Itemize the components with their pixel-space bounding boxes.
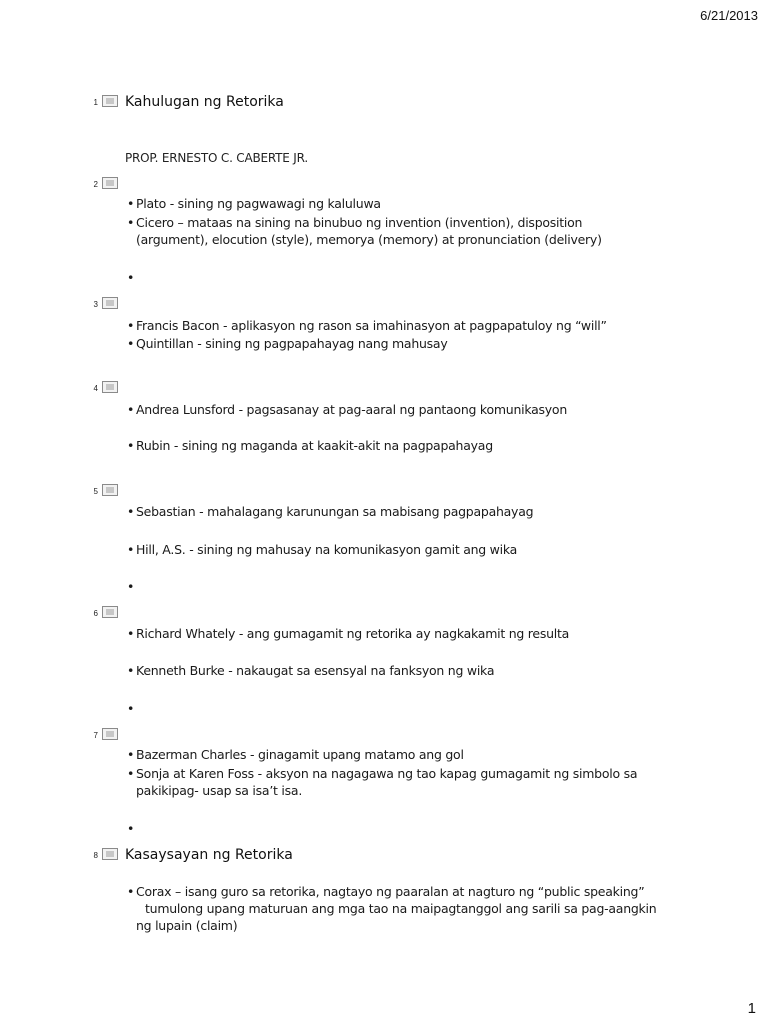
bullet-item: • Plato - sining ng pagwawagi ng kaluluwa bbox=[127, 196, 381, 211]
slide-number: 1 bbox=[93, 98, 98, 107]
slide-number: 6 bbox=[93, 609, 98, 618]
slide-thumbnail-icon bbox=[102, 95, 118, 107]
bullet-item: • Corax – isang guro sa retorika, nagtayo ng paaralan at nagturo ng “public speaking” tumulong upang maturuan ang mga tao na maipagtanggol ang sarili sa pag-aangkin ng lupain (claim) bbox=[127, 884, 657, 933]
slide-number: 5 bbox=[93, 487, 98, 496]
bullet-item-empty: • bbox=[127, 579, 135, 594]
bullet-item-empty: • bbox=[127, 270, 135, 285]
slide-thumbnail-icon bbox=[102, 606, 118, 618]
page-number: 1 bbox=[747, 1000, 756, 1017]
slide-number: 3 bbox=[93, 300, 98, 309]
bullet-item: • Sonja at Karen Foss - aksyon na nagagawa ng tao kapag gumagamit ng simbolo sa pakikipag- usap sa isa’t isa. bbox=[127, 766, 638, 798]
slide-number: 4 bbox=[93, 384, 98, 393]
slide-thumbnail-icon bbox=[102, 381, 118, 393]
slide-number: 2 bbox=[93, 180, 98, 189]
bullet-item: • Bazerman Charles - ginagamit upang matamo ang gol bbox=[127, 747, 464, 762]
bullet-item-empty: • bbox=[127, 821, 135, 836]
bullet-item: • Richard Whately - ang gumagamit ng retorika ay nagkakamit ng resulta bbox=[127, 626, 570, 641]
slide-thumbnail-icon bbox=[102, 177, 118, 189]
slide-title: Kahulugan ng Retorika bbox=[125, 94, 284, 110]
slide-title: Kasaysayan ng Retorika bbox=[125, 847, 293, 863]
bullet-item: • Cicero – mataas na sining na binubuo ng invention (invention), disposition (argument), elocution (style), memorya (memory) at pronunciation (delivery) bbox=[127, 215, 602, 247]
slide-thumbnail-icon bbox=[102, 728, 118, 740]
bullet-item-empty: • bbox=[127, 701, 135, 716]
bullet-item: • Sebastian - mahalagang karunungan sa mabisang pagpapahayag bbox=[127, 504, 534, 519]
slide-thumbnail-icon bbox=[102, 848, 118, 860]
print-date: 6/21/2013 bbox=[700, 8, 758, 23]
bullet-item: • Quintillan - sining ng pagpapahayag nang mahusay bbox=[127, 336, 448, 351]
bullet-item: • Francis Bacon - aplikasyon ng rason sa imahinasyon at pagpapatuloy ng “will” bbox=[127, 318, 607, 333]
bullet-item: • Rubin - sining ng maganda at kaakit-akit na pagpapahayag bbox=[127, 438, 493, 453]
slide-thumbnail-icon bbox=[102, 297, 118, 309]
slide-thumbnail-icon bbox=[102, 484, 118, 496]
presenter-name: PROP. ERNESTO C. CABERTE JR. bbox=[125, 151, 308, 165]
slide-number: 7 bbox=[93, 731, 98, 740]
bullet-item: • Hill, A.S. - sining ng mahusay na komunikasyon gamit ang wika bbox=[127, 542, 518, 557]
bullet-item: • Kenneth Burke - nakaugat sa esensyal na fanksyon ng wika bbox=[127, 663, 495, 678]
slide-number: 8 bbox=[93, 851, 98, 860]
bullet-item: • Andrea Lunsford - pagsasanay at pag-aaral ng pantaong komunikasyon bbox=[127, 402, 568, 417]
